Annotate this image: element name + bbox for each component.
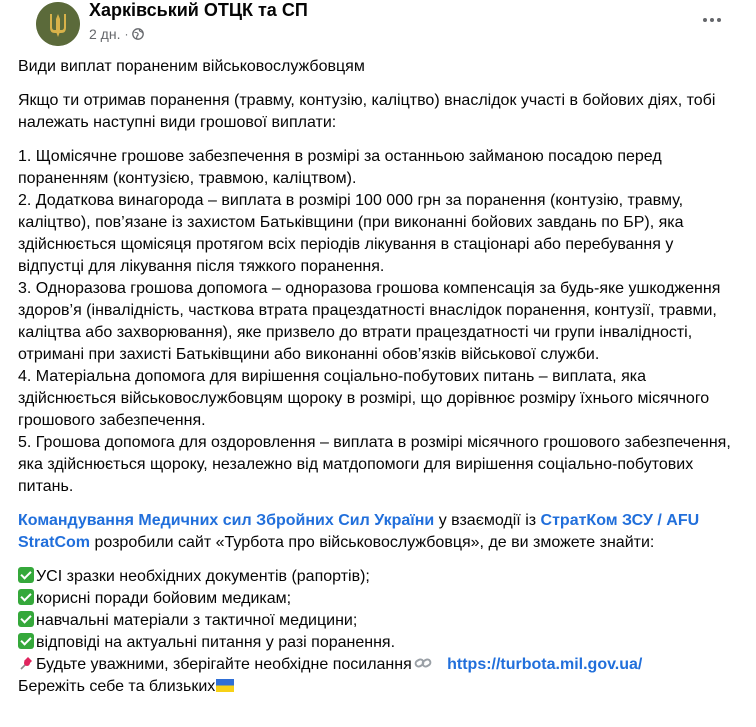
check-mark-icon [18, 611, 34, 627]
page-avatar[interactable] [36, 2, 80, 46]
list-item: 5. Грошова допомога для оздоровлення – виплата в розмірі місячного грошового забезпечення, яка здійснюється щороку, незалежно від матдопомоги для вирішення соціально-побутових питань. [18, 434, 731, 495]
ukraine-flag-icon [216, 679, 234, 692]
post-meta [89, 26, 144, 42]
mention-stratcom-link[interactable]: СтратКом ЗСУ / AFU StratCom [18, 512, 700, 551]
mentions-paragraph [18, 510, 738, 554]
dot-icon [710, 18, 714, 22]
turbota-url-link[interactable]: https://turbota.mil.gov.ua/ [447, 656, 643, 673]
closing-text: Бережіть себе та близьких [18, 678, 216, 695]
more-options-button[interactable] [696, 8, 728, 32]
page-name-link[interactable]: Харківський ОТЦК та СП [89, 0, 308, 20]
checklist-text: навчальні матеріали з тактичної медицини; [36, 612, 358, 629]
dot-icon [717, 18, 721, 22]
checklist-item [18, 588, 738, 610]
checklist-item [18, 610, 738, 632]
post-header [18, 0, 738, 56]
attention-line [18, 654, 738, 676]
list-item: 2. Додаткова винагорода – виплата в розмірі 100 000 грн за поранення (контузію, травму, каліцтво), пов’язане із захистом Батьківщини (при виконанні бойових завдань по БР), яка здійснюється щомісяця протягом всіх періодів лікування в стаціонарі або перебування у відпустці для лікування після тяжкого поранення. [18, 192, 684, 275]
closing-line [18, 676, 738, 698]
trident-emblem-icon [36, 2, 80, 46]
globe-icon[interactable] [132, 28, 144, 40]
dot-icon [703, 18, 707, 22]
attention-text: Будьте уважними, зберігайте необхідне посилання [36, 656, 412, 673]
list-item: 3. Одноразова грошова допомога – одноразова грошова компенсація за будь-яке ушкодження здоров’я (інвалідність, часткова втрата працездатності внаслідок поранення, контузії, травми, каліцтва або захворювання), яке призвело до втрати працездатності чи групи інвалідності, отримані при захисті Батьківщини або виконанні обов’язків військової служби. [18, 280, 721, 363]
mention-medical-forces-link[interactable]: Командування Медичних сил Збройних Сил України [18, 512, 435, 529]
check-mark-icon [18, 567, 34, 583]
text-after: розробили сайт «Турбота про військовослужбовця», де ви зможете знайти: [90, 534, 655, 551]
checklist-text: УСІ зразки необхідних документів (рапортів); [36, 568, 370, 585]
check-mark-icon [18, 589, 34, 605]
post-time[interactable]: 2 дн. [89, 26, 121, 42]
text-between: у взаємодії із [434, 512, 541, 529]
checklist-text: корисні поради бойовим медикам; [36, 590, 292, 607]
check-mark-icon [18, 633, 34, 649]
post-body [18, 56, 738, 698]
checklist-item [18, 632, 738, 654]
post-intro: Якщо ти отримав поранення (травму, контузію, каліцтво) внаслідок участі в бойових діях, тобі належать наступні види грошової виплати: [18, 92, 716, 131]
list-item: 4. Матеріальна допомога для вирішення соціально-побутових питань – виплата, яка здійснюється військовослужбовцям щороку в розмірі, що дорівнює розміру їхнього місячного грошового забезпечення. [18, 368, 710, 429]
pushpin-icon [18, 655, 34, 671]
checklist-text: відповіді на актуальні питання у разі поранення. [36, 634, 396, 651]
meta-separator: · [124, 27, 129, 41]
list-item: 1. Щомісячне грошове забезпечення в розмірі за останньою займаною посадою перед пораненням (контузією, травмою, каліцтвом). [18, 148, 662, 187]
checklist-item [18, 566, 738, 588]
post-title: Види виплат пораненим військовослужбовцям [18, 58, 365, 75]
chain-link-icon [414, 656, 432, 670]
